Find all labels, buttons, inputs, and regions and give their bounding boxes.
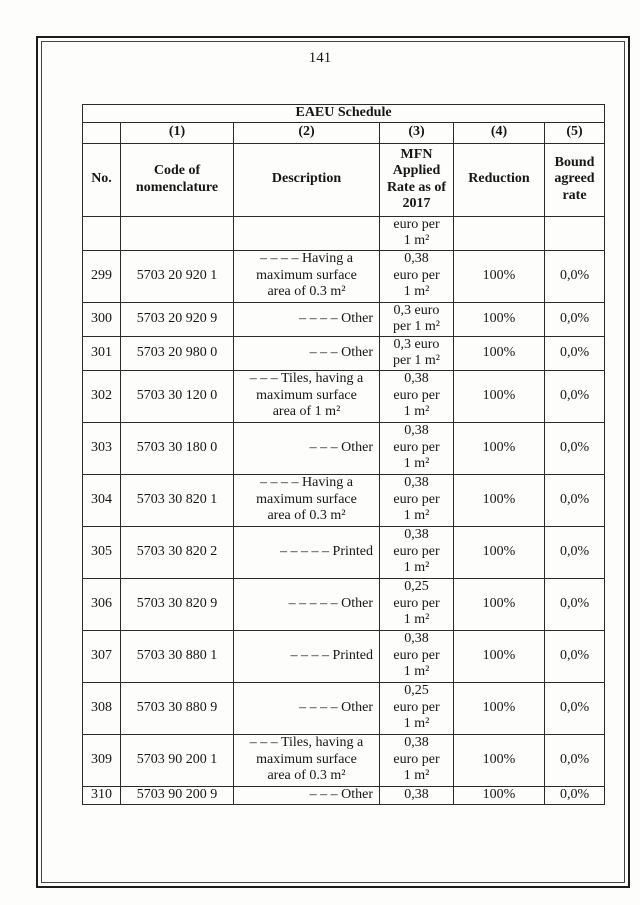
row-description: – – – – Having a maximum surface area of 0.3 m² <box>234 250 380 302</box>
row-number: 300 <box>83 302 121 336</box>
row-bound-rate: 0,0% <box>545 336 605 370</box>
row-description: – – – Other <box>234 422 380 474</box>
row-mfn-rate: 0,38 <box>380 786 454 804</box>
row-mfn-rate: 0,38 euro per 1 m² <box>380 370 454 422</box>
row-number: 307 <box>83 630 121 682</box>
row-number: 299 <box>83 250 121 302</box>
row-code: 5703 30 120 0 <box>121 370 234 422</box>
row-number: 303 <box>83 422 121 474</box>
col-number-3: (3) <box>380 122 454 143</box>
row-number: 309 <box>83 734 121 786</box>
continuation-mfn: euro per 1 m² <box>380 216 454 250</box>
row-description: – – – – Other <box>234 302 380 336</box>
row-bound-rate: 0,0% <box>545 370 605 422</box>
row-bound-rate: 0,0% <box>545 630 605 682</box>
row-mfn-rate: 0,3 euro per 1 m² <box>380 336 454 370</box>
row-mfn-rate: 0,38 euro per 1 m² <box>380 630 454 682</box>
row-description: – – – – Printed <box>234 630 380 682</box>
row-mfn-rate: 0,25 euro per 1 m² <box>380 682 454 734</box>
row-mfn-rate: 0,38 euro per 1 m² <box>380 422 454 474</box>
row-description: – – – – Other <box>234 682 380 734</box>
header-description: Description <box>234 143 380 216</box>
row-bound-rate: 0,0% <box>545 422 605 474</box>
row-number: 310 <box>83 786 121 804</box>
column-number-row <box>83 122 605 143</box>
table-row <box>83 302 605 336</box>
row-code: 5703 20 980 0 <box>121 336 234 370</box>
row-bound-rate: 0,0% <box>545 302 605 336</box>
row-bound-rate: 0,0% <box>545 734 605 786</box>
row-code: 5703 30 880 1 <box>121 630 234 682</box>
col-number-4: (4) <box>454 122 545 143</box>
row-reduction: 100% <box>454 422 545 474</box>
table-title: EAEU Schedule <box>83 105 605 123</box>
row-reduction: 100% <box>454 630 545 682</box>
row-description: – – – Other <box>234 336 380 370</box>
row-bound-rate: 0,0% <box>545 526 605 578</box>
header-no: No. <box>83 143 121 216</box>
row-mfn-rate: 0,38 euro per 1 m² <box>380 250 454 302</box>
row-code: 5703 90 200 9 <box>121 786 234 804</box>
page-number: 141 <box>308 50 332 66</box>
continuation-row <box>83 216 605 250</box>
col-number-1: (1) <box>121 122 234 143</box>
row-reduction: 100% <box>454 682 545 734</box>
table-row <box>83 786 605 804</box>
row-bound-rate: 0,0% <box>545 578 605 630</box>
row-reduction: 100% <box>454 336 545 370</box>
row-reduction: 100% <box>454 578 545 630</box>
table-row <box>83 630 605 682</box>
header-reduction: Reduction <box>454 143 545 216</box>
row-number: 308 <box>83 682 121 734</box>
row-reduction: 100% <box>454 370 545 422</box>
header-mfn-rate: MFN Applied Rate as of 2017 <box>380 143 454 216</box>
col-number-2: (2) <box>234 122 380 143</box>
col-number-0 <box>83 122 121 143</box>
col-number-5: (5) <box>545 122 605 143</box>
row-bound-rate: 0,0% <box>545 682 605 734</box>
row-description: – – – – Having a maximum surface area of 0.3 m² <box>234 474 380 526</box>
row-number: 305 <box>83 526 121 578</box>
row-mfn-rate: 0,38 euro per 1 m² <box>380 526 454 578</box>
table-row <box>83 734 605 786</box>
row-reduction: 100% <box>454 526 545 578</box>
row-description: – – – Other <box>234 786 380 804</box>
row-mfn-rate: 0,38 euro per 1 m² <box>380 734 454 786</box>
table-row <box>83 474 605 526</box>
row-code: 5703 30 880 9 <box>121 682 234 734</box>
row-description: – – – – – Printed <box>234 526 380 578</box>
row-reduction: 100% <box>454 302 545 336</box>
row-reduction: 100% <box>454 786 545 804</box>
row-number: 304 <box>83 474 121 526</box>
row-description: – – – Tiles, having a maximum surface area of 1 m² <box>234 370 380 422</box>
row-code: 5703 20 920 1 <box>121 250 234 302</box>
row-code: 5703 30 180 0 <box>121 422 234 474</box>
row-code: 5703 30 820 9 <box>121 578 234 630</box>
row-number: 306 <box>83 578 121 630</box>
row-bound-rate: 0,0% <box>545 250 605 302</box>
table-row <box>83 370 605 422</box>
row-bound-rate: 0,0% <box>545 474 605 526</box>
header-bound-rate: Bound agreed rate <box>545 143 605 216</box>
table-row <box>83 250 605 302</box>
header-code: Code of nomenclature <box>121 143 234 216</box>
row-number: 301 <box>83 336 121 370</box>
row-bound-rate: 0,0% <box>545 786 605 804</box>
header-row <box>83 143 605 216</box>
row-code: 5703 30 820 1 <box>121 474 234 526</box>
row-code: 5703 20 920 9 <box>121 302 234 336</box>
row-code: 5703 90 200 1 <box>121 734 234 786</box>
row-number: 302 <box>83 370 121 422</box>
table-row <box>83 336 605 370</box>
table-row <box>83 422 605 474</box>
table-row <box>83 682 605 734</box>
row-reduction: 100% <box>454 250 545 302</box>
table-row <box>83 526 605 578</box>
row-code: 5703 30 820 2 <box>121 526 234 578</box>
row-mfn-rate: 0,38 euro per 1 m² <box>380 474 454 526</box>
row-reduction: 100% <box>454 474 545 526</box>
row-description: – – – – – Other <box>234 578 380 630</box>
row-reduction: 100% <box>454 734 545 786</box>
row-description: – – – Tiles, having a maximum surface area of 0.3 m² <box>234 734 380 786</box>
row-mfn-rate: 0,3 euro per 1 m² <box>380 302 454 336</box>
row-mfn-rate: 0,25 euro per 1 m² <box>380 578 454 630</box>
eaeu-schedule-table <box>82 104 605 805</box>
table-row <box>83 578 605 630</box>
